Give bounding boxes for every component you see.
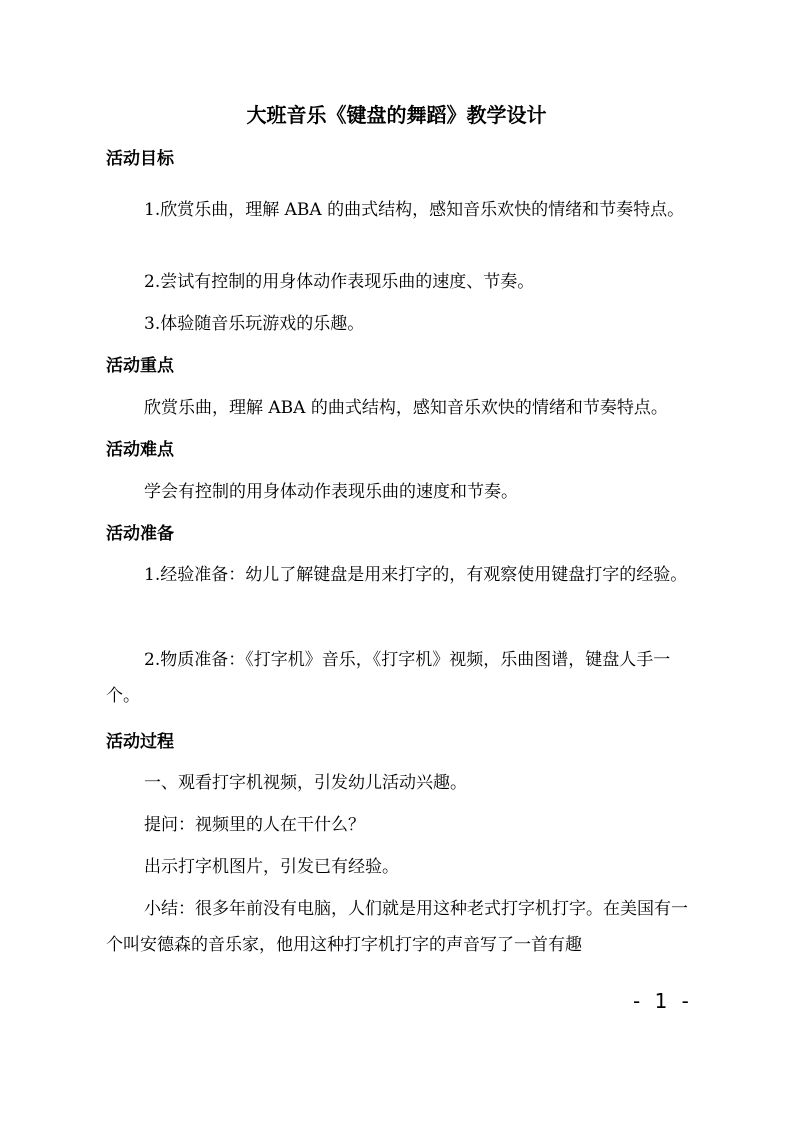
process-item-4: 小结：很多年前没有电脑，人们就是用这种老式打字机打字。在美国有一个叫安德森的音乐家，他用这种打字机打字的声音写了一首有趣 — [106, 899, 688, 955]
process-item-3: 出示打字机图片，引发已有经验。 — [144, 857, 399, 877]
process-item-1: 一、观看打字机视频，引发幼儿活动兴趣。 — [144, 773, 467, 793]
page-number: - 1 - — [633, 989, 693, 1013]
preparation-item-2: 2.物质准备：《打字机》音乐，《打字机》视频，乐曲图谱，键盘人手一个。 — [106, 650, 671, 706]
goal-item-3: 3.体验随音乐玩游戏的乐趣。 — [144, 314, 365, 334]
section-heading-goals: 活动目标 — [106, 149, 174, 169]
document-title: 大班音乐《键盘的舞蹈》教学设计 — [246, 103, 547, 127]
key-points-text: 欣赏乐曲，理解 ABA 的曲式结构，感知音乐欢快的情绪和节奏特点。 — [144, 398, 668, 418]
preparation-item-1: 1.经验准备：幼儿了解键盘是用来打字的，有观察使用键盘打字的经验。 — [144, 565, 688, 585]
section-heading-preparation: 活动准备 — [106, 524, 174, 544]
process-item-2: 提问：视频里的人在干什么？ — [144, 815, 365, 835]
difficulties-text: 学会有控制的用身体动作表现乐曲的速度和节奏。 — [144, 482, 518, 502]
section-heading-key-points: 活动重点 — [106, 356, 174, 376]
goal-item-2: 2.尝试有控制的用身体动作表现乐曲的速度、节奏。 — [144, 272, 535, 292]
goal-item-1: 1.欣赏乐曲，理解 ABA 的曲式结构，感知音乐欢快的情绪和节奏特点。 — [144, 200, 685, 220]
section-heading-process: 活动过程 — [106, 732, 174, 752]
section-heading-difficulties: 活动难点 — [106, 440, 174, 460]
